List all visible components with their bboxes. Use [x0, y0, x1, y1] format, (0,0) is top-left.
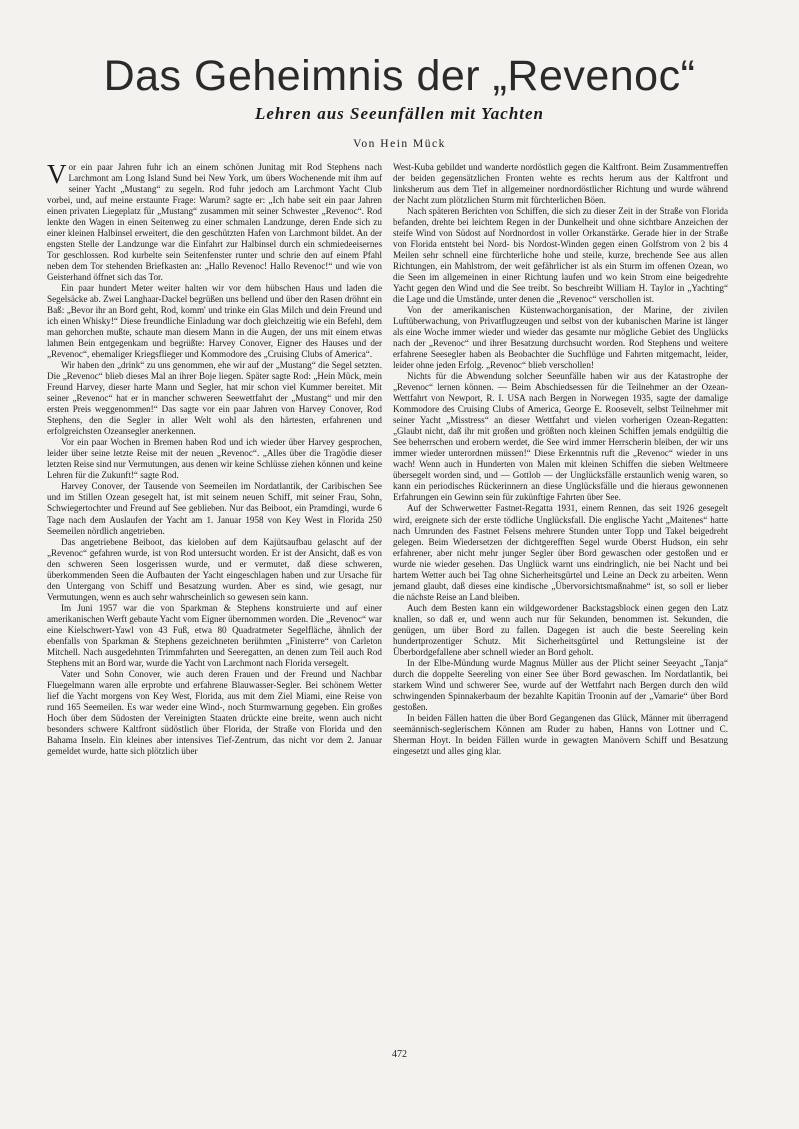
paragraph: Wir haben den „drink“ zu uns genommen, ehe wir auf der „Mustang“ die Segel setzten. Die „Revenoc“ blieb dieses Mal an ihrer Boje liegen. Später sagte Rod: „Hein Mück, mein Freund Harvey, dieser harte Mann und Segler, hat mir schon viel Kummer bereitet. Mit seiner „Revenoc“ hat er in mancher schweren Seewettfahrt der „Mustang“ und mir den ersten Preis weggenommen!“ Das sagte vor ein paar Jahren von Harvey Conover, Rod Stephens, den die Segler in aller Welt wohl als den härtesten, erfahrenen und erfolgreichsten Ozeansegler anerkennen. — [47, 360, 382, 437]
paragraph: In beiden Fällen hatten die über Bord Gegangenen das Glück, Männer mit überragend seemännisch-seglerischem Können am Ruder zu haben, Hanns von Lottner und C. Sherman Hoyt. In beiden Fällen wurde in gewagten Manövern Schiff und Besatzung eingesetzt und alles ging klar. — [393, 712, 728, 756]
paragraph: Nach späteren Berichten von Schiffen, die sich zu dieser Zeit in der Straße von Florida befanden, drehte bei leichtem Regen in der Dunkelheit und ohne sichtbare Anzeichen der steife Wind von Südost auf Nordnordost in voller Orkanstärke. Gerade hier in der Straße von Florida entsteht bei Nord- bis Nordost-Winden gegen einen Golfstrom von 2 bis 4 Meilen sehr schnell eine fürchterliche hohe und steile, kurze, brechende See aus allen Richtungen, ein Mahlstrom, der weit gefährlicher ist als ein Sturm im offenen Ozean, wo die Seen im allgemeinen in einer Richtung laufen und wo kein Strom eine beigedrehte Yacht gegen den Wind und die See treibt. So beschreibt William H. Taylor in „Yachting“ die Lage und die Umstände, unter denen die „Revenoc“ verschollen ist. — [393, 206, 728, 305]
paragraph: Im Juni 1957 war die von Sparkman & Stephens konstruierte und auf einer amerikanischen Werft gebaute Yacht vom Eigner übernommen worden. Die „Revenoc“ war eine Kielschwert-Yawl von 43 Fuß, etwa 80 Quadratmeter Segelfläche, ähnlich der ebenfalls von Sparkman & Stephens gezeichneten berühmten „Finisterre“ von Carleton Mitchell. Nach ausgedehnten Trimmfahrten und Seeregatten, an denen zum Teil auch Rod Stephens mit an Bord war, wurde die Yacht von Larchmont nach Florida versegelt. — [47, 602, 382, 668]
paragraph: Nichts für die Abwendung solcher Seeunfälle haben wir aus der Katastrophe der „Revenoc“ lernen können. — Beim Abschiedsessen für die Teilnehmer an der Ozean-Wettfahrt von Newport, R. I. USA nach Bergen in Norwegen 1935, sagte der damalige Kommodore des Cruising Clubs of America, George E. Roosevelt, selbst Teilnehmer mit seiner Yacht „Misstress“ an dieser Wettfahrt und vielen vorherigen Ozean-Regatten: „Glaubt nicht, daß ihr mit großen und größten noch kleinen Schiffen jemals endgültig die See beherrschen und erobern werdet, die See wird immer Herrscherin bleiben, der wir uns immer wieder unterordnen müssen!“ Diese Erkenntnis ruft die „Revenoc“ wieder in uns wach! Wenn auch in Hunderten von Malen mit kleinen Schiffen die sieben Weltmeere übersegelt worden sind, und — Gottlob — der Unglücksfälle erstaunlich wenig waren, so kann ein periodisches Rückerinnern an diese Unglücksfälle und die hieraus gewonnenen Erfahrungen ein Gewinn sein für zukünftige Fahrten über See. — [393, 371, 728, 503]
paragraph: Vor ein paar Wochen in Bremen haben Rod und ich wieder über Harvey gesprochen, leider über seine letzte Reise mit der neuen „Revenoc“. „Alles über die Tragödie dieser letzten Reise sind nur Vermutungen, aus denen wir keine Schlüsse ziehen können und keine Lehren für die Zukunft!“ sagte Rod. — [47, 437, 382, 481]
paragraph: West-Kuba gebildet und wanderte nordöstlich gegen die Kaltfront. Beim Zusammentreffen der beiden gegensätzlichen Fronten wehte es rechts herum aus der Kaltfront und linksherum aus dem Tief in allgemeiner nordnordöstlicher Richtung und wurde während der Nacht zum plötzlichen Sturm mit fürchterlichen Böen. — [393, 162, 728, 206]
article-subtitle: Lehren aus Seeunfällen mit Yachten — [254, 104, 545, 123]
paragraph: In der Elbe-Mündung wurde Magnus Müller aus der Plicht seiner Seeyacht „Tanja“ durch die doppelte Seereling von einer See über Bord gewaschen. Im Nordatlantik, bei starkem Wind und schwerer See, wurde auf der Wettfahrt nach Bergen durch den wild schwingenden Spinnakerbaum der bezahlte Kapitän Troonin auf der „Vamarie“ über Bord gestoßen. — [393, 657, 728, 712]
paragraph-text: or ein paar Jahren fuhr ich an einem schönen Junitag mit Rod Stephens nach Larchmont am Long Island Sund bei New York, um übers Wochenende mit ihm auf seiner Yacht „Mustang“ zu segeln. Rod fuhr jedoch am Larchmont Yacht Club vorbei, und, auf meine erstaunte Frage: Warum? sagte er: „Ich habe seit ein paar Jahren einen privaten Liegeplatz für „Mustang“ zusammen mit seiner Schwester „Revenoc“. Rod lenkte den Wagen in einen Seitenweg zu einer schmalen Landzunge, deren Ende sich zu einer kleinen Halbinsel erweitert, die den geschützten Hafen von Larchmont bildet. An der engsten Stelle der Landzunge war die Einfahrt zur Halbinsel durch ein schmiedeeisernes Tor geschlossen. Rod kurbelte sein Seitenfenster runter und schrie den auf einem Pfahl neben dem Tor stehenden Briefkasten an: „Hallo Revenoc! Hallo Revenoc!“ und wie von Geisterhand öffnet sich das Tor. — [47, 162, 382, 283]
paragraph: Auch dem Besten kann ein wildgewordener Backstagsblock einen gegen den Latz knallen, so daß er, und wenn auch nur für Sekunden, benommen ist. Sekunden, die genügen, um über Bord zu fallen. Dagegen ist auch die beste Seereling kein hundertprozentiger Schutz. Mit Sicherheitsgürtel und Rettungsleine ist der Überbordgefallene aber schnell wieder an Bord geholt. — [393, 602, 728, 657]
paragraph: Harvey Conover, der Tausende von Seemeilen im Nordatlantik, der Caribischen See und im Stillen Ozean gesegelt hat, ist mit seinem neuen Schiff, mit seiner Frau, Sohn, Schwiegertochter und Freund auf See geblieben. Nur das Beiboot, ein Pramdingi, wurde 6 Tage nach dem Auslaufen der Yacht am 1. Januar 1958 von Key West in Florida 250 Seemeilen nördlich angetrieben. — [47, 481, 382, 536]
paragraph: Vater und Sohn Conover, wie auch deren Frauen und der Freund und Nachbar Fluegelmann waren alle erprobte und erfahrene Blauwasser-Segler. Bei schönem Wetter lief die Yacht morgens von Key West, Florida, aus mit dem Ziel Miami, eine Reise von rund 165 Seemeilen. Es war weder eine Wind-, noch Sturmwarnung gegeben. Ein großes Hoch über dem Südosten der Vereinigten Staaten drückte eine breite, wenn auch nicht besonders schwere Kaltfront südöstlich über Florida, der Straße von Florida und den Bahama Inseln. Ein kleines aber intensives Tief-Zentrum, das nicht vor dem 2. Januar gemeldet wurde, hatte sich plötzlich über — [47, 668, 382, 756]
article-author: Von Hein Mück — [353, 138, 446, 150]
paragraph: Von der amerikanischen Küstenwachorganisation, der Marine, der zivilen Luftüberwachung, von Privatflugzeugen und selbst von der kubanischen Marine ist länger als eine Woche immer wieder und wieder das gesamte nur mögliche Gebiet des Unglücks nach der „Revenoc“ und ihrer Besatzung durchsucht worden. Rod Stephens und weitere erfahrene Seesegler haben als Beobachter die Suchflüge und Fahrten mitgemacht, leider, leider ohne jeden Erfolg. „Revenoc“ blieb verschollen! — [393, 305, 728, 371]
article-title: Das Geheimnis der „Revenoc“ — [103, 52, 696, 100]
paragraph: Ein paar hundert Meter weiter halten wir vor dem hübschen Haus und laden die Segelsäcke ab. Zwei Langhaar-Dackel begrüßen uns bellend und über den Rasen dröhnt ein Baß: „Bevor ihr an Bord geht, Rod, komm' und trinke ein Glas Milch und dein Freund und ich einen Whisky!“ Diese freundliche Einladung war doch gleichzeitig wie ein Befehl, dem man gehorchen mußte, schaute man diesem Mann in die Augen, der uns mit einem etwas lahmen Bein entgegenkam und begrüßte: Harvey Conover, Eigner des Hauses und der „Revenoc“, ehemaliger Kriegsflieger und Kommodore des „Cruising Clubs of America“. — [47, 283, 382, 360]
paragraph — [47, 159, 382, 283]
paragraph: Auf der Schwerwetter Fastnet-Regatta 1931, einem Rennen, das seit 1926 gesegelt wird, ereignete sich der erste tödliche Unglücksfall. Die englische Yacht „Maitenes“ hatte nach Umrunden des Fastnet Felsens mehrere Stunden unter Topp und Takel beigedreht gelegen. Beim Wiedersetzen der dichtgerefften Segel wurde Oberst Hudson, ein sehr erfahrener, aber nicht mehr junger Segler über Bord gewaschen oder gestoßen und er wurde nie wieder gesehen. Das Unglück warnt uns eindringlich, nie bei Nacht und bei hartem Wetter auch bei Tag ohne Sicherheitsgürtel und Leine an Deck zu arbeiten. Wenn jemand glaubt, daß dieses eine kindische „Übervorsichtsmaßnahme“ ist, so soll er lieber die nächste Reise an Land bleiben. — [393, 503, 728, 602]
right-column — [393, 162, 728, 757]
paragraph: Das angetriebene Beiboot, das kieloben auf dem Kajütsaufbau gelascht auf der „Revenoc“ gefahren wurde, ist von Rod untersucht worden. Er ist der Ansicht, daß es von den schweren Seen losgerissen wurde, und er vermutet, daß diese schweren, überkommenden Seen die Aufbauten der Yacht eingeschlagen haben und zur Ursache für den Untergang von Schiff und Besatzung wurden. Aber es sind, wie gesagt, nur Vermutungen, wenn es auch sehr wahrscheinlich so gewesen sein kann. — [47, 536, 382, 602]
left-column — [47, 159, 382, 757]
page-number: 472 — [392, 1049, 407, 1060]
drop-cap: V — [47, 159, 67, 189]
